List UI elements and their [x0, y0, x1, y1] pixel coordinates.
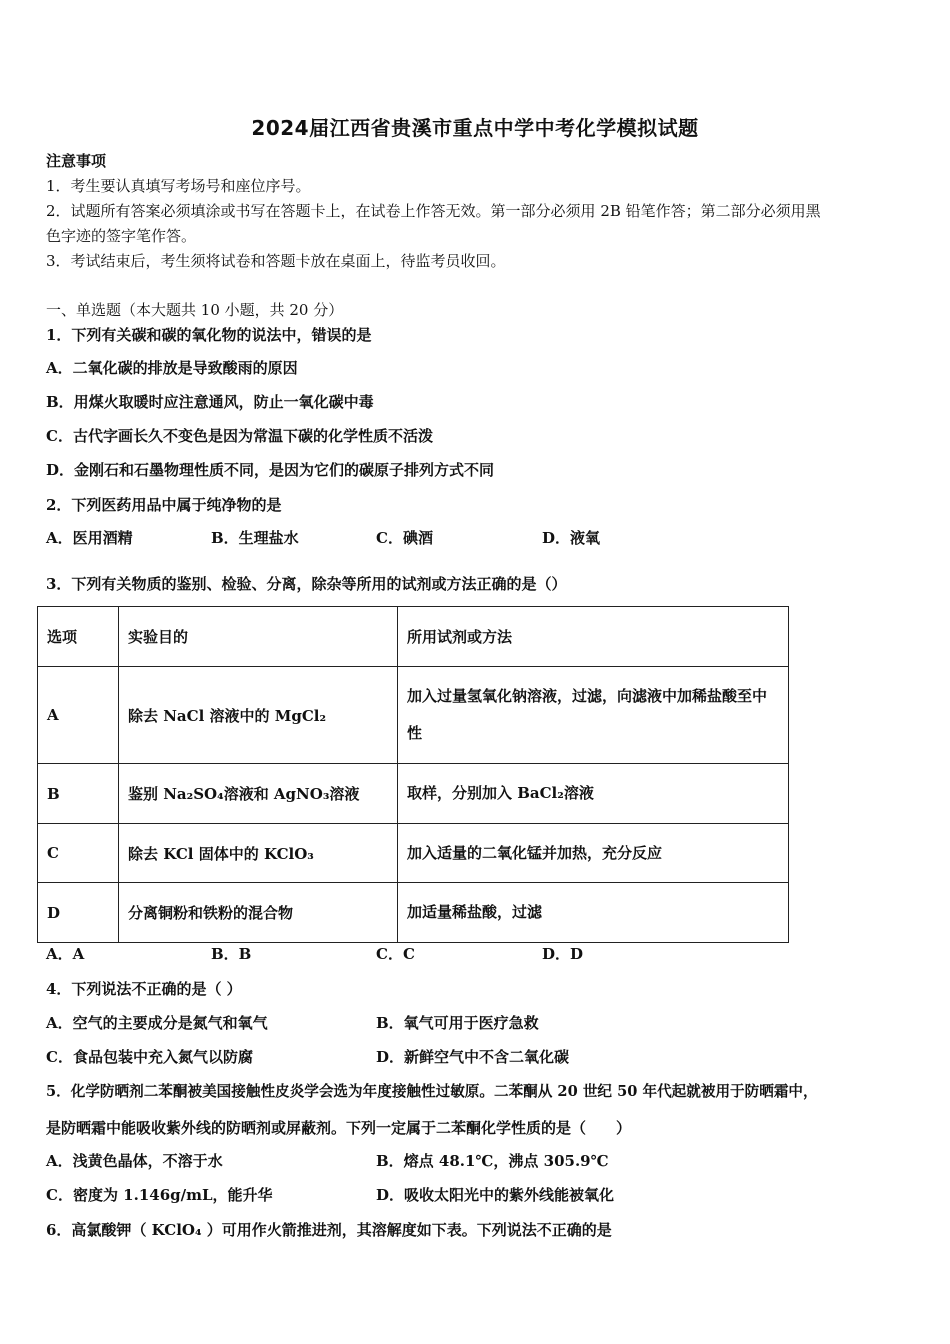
row-purpose: 分离铜粉和铁粉的混合物	[119, 883, 398, 943]
q4-option-b: B．氧气可用于医疗急救	[376, 1014, 539, 1032]
table-row	[38, 824, 789, 883]
q5-option-c: C．密度为 1.146g/mL，能升华	[46, 1186, 273, 1204]
row-method: 加入适量的二氧化锰并加热，充分反应	[398, 824, 789, 883]
table-row	[38, 764, 789, 824]
q3-stem: 3．下列有关物质的鉴别、检验、分离，除杂等所用的试剂或方法正确的是（）	[46, 575, 567, 593]
q1-option-d: D．金刚石和石墨物理性质不同，是因为它们的碳原子排列方式不同	[46, 461, 495, 479]
exam-title: 2024届江西省贵溪市重点中学中考化学模拟试题	[251, 116, 699, 140]
section-heading: 一、单选题（本大题共 10 小题，共 20 分）	[46, 301, 344, 319]
notice-item: 色字迹的签字笔作答。	[46, 227, 197, 245]
q2-option-c: C．碘酒	[376, 529, 433, 547]
notice-heading: 注意事项	[46, 152, 107, 170]
q1-stem: 1．下列有关碳和碳的氧化物的说法中，错误的是	[46, 326, 372, 344]
row-purpose: 除去 KCl 固体中的 KClO₃	[119, 824, 398, 883]
q5-stem-line1: 5．化学防晒剂二苯酮被美国接触性皮炎学会选为年度接触性过敏原。二苯酮从 20 世纪 50 年代起就被用于防晒霜中，	[46, 1083, 818, 1100]
q3-option-d: D．D	[542, 945, 584, 963]
q3-option-c: C．C	[376, 945, 415, 963]
q3-option-a: A．A	[46, 945, 85, 963]
q5-option-a: A．浅黄色晶体，不溶于水	[46, 1152, 223, 1170]
q2-option-a: A．医用酒精	[46, 529, 133, 547]
row-method: 取样，分别加入 BaCl₂溶液	[398, 764, 789, 824]
q1-option-b: B．用煤火取暖时应注意通风，防止一氧化碳中毒	[46, 393, 374, 411]
notice-item: 3．考试结束后，考生须将试卷和答题卡放在桌面上，待监考员收回。	[46, 252, 506, 270]
q4-option-d: D．新鲜空气中不含二氧化碳	[376, 1048, 570, 1066]
q4-stem: 4．下列说法不正确的是（ ）	[46, 980, 242, 998]
q2-option-d: D．液氧	[542, 529, 601, 547]
row-method: 加适量稀盐酸，过滤	[398, 883, 789, 943]
row-option: D	[38, 883, 119, 943]
q6-stem: 6．高氯酸钾（ KClO₄ ）可用作火箭推进剂，其溶解度如下表。下列说法不正确的是	[46, 1221, 612, 1239]
table-row	[38, 667, 789, 764]
row-purpose: 鉴别 Na₂SO₄溶液和 AgNO₃溶液	[119, 764, 398, 824]
q3-option-b: B．B	[211, 945, 252, 963]
q1-option-a: A．二氧化碳的排放是导致酸雨的原因	[46, 359, 298, 377]
header-method: 所用试剂或方法	[398, 607, 789, 667]
q5-stem-line2: 是防晒霜中能吸收紫外线的防晒剂或屏蔽剂。下列一定属于二苯酮化学性质的是（ ）	[46, 1119, 632, 1137]
q2-option-b: B．生理盐水	[211, 529, 299, 547]
table-header-row	[38, 607, 789, 667]
row-purpose: 除去 NaCl 溶液中的 MgCl₂	[119, 667, 398, 764]
header-option: 选项	[38, 607, 119, 667]
notice-item: 1．考生要认真填写考场号和座位序号。	[46, 177, 311, 195]
header-purpose: 实验目的	[119, 607, 398, 667]
q5-option-b: B．熔点 48.1℃，沸点 305.9℃	[376, 1152, 609, 1170]
q2-stem: 2．下列医药用品中属于纯净物的是	[46, 496, 282, 514]
row-option: A	[38, 667, 119, 764]
table-row	[38, 883, 789, 943]
q4-option-a: A．空气的主要成分是氮气和氧气	[46, 1014, 268, 1032]
q3-table	[37, 606, 789, 943]
notice-item: 2．试题所有答案必须填涂或书写在答题卡上，在试卷上作答无效。第一部分必须用 2B 铅笔作答；第二部分必须用黑	[46, 202, 821, 220]
q4-option-c: C．食品包装中充入氮气以防腐	[46, 1048, 253, 1066]
row-option: C	[38, 824, 119, 883]
q1-option-c: C．古代字画长久不变色是因为常温下碳的化学性质不活泼	[46, 427, 433, 445]
row-option: B	[38, 764, 119, 824]
row-method: 加入过量氢氧化钠溶液，过滤，向滤液中加稀盐酸至中性	[398, 667, 789, 764]
q5-option-d: D．吸收太阳光中的紫外线能被氧化	[376, 1186, 615, 1204]
